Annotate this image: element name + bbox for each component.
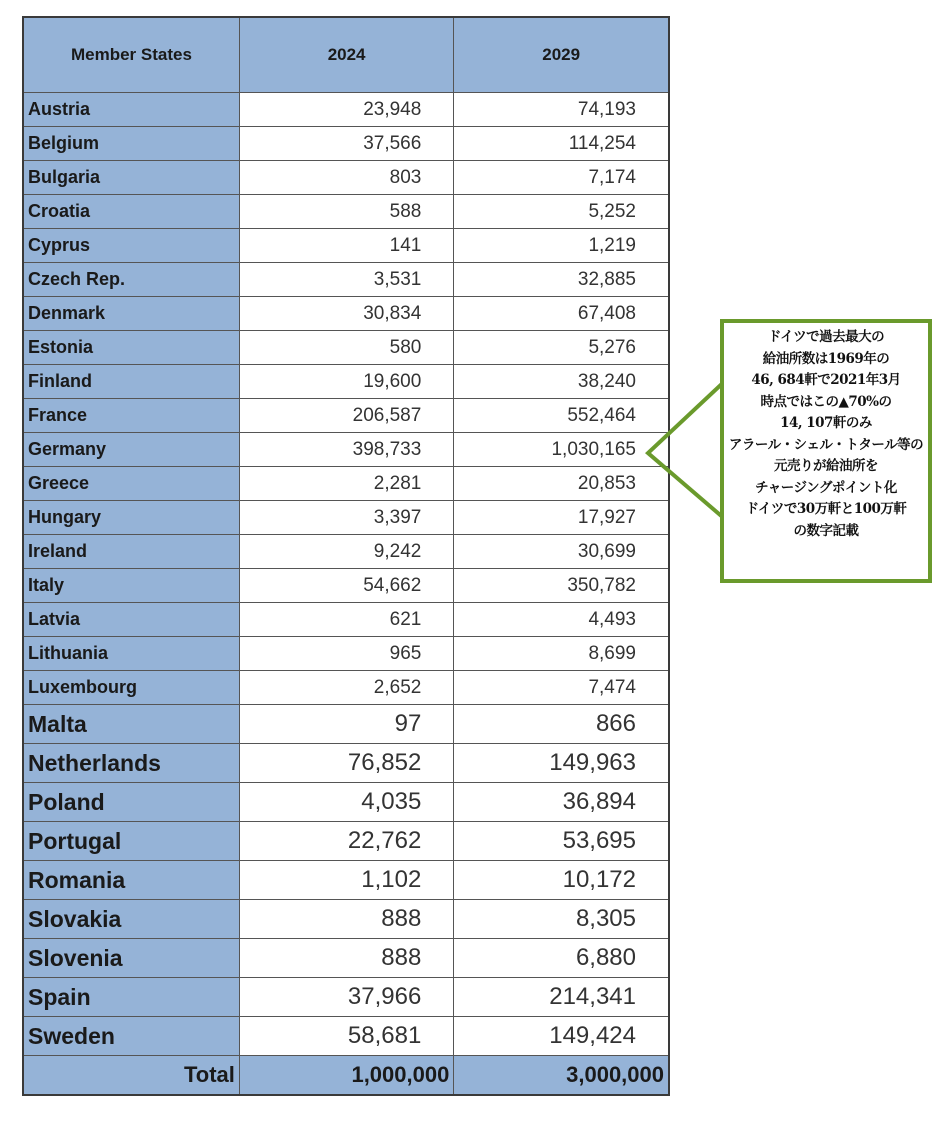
- value-2029-cell: 74,193: [454, 93, 669, 127]
- member-state-cell: Finland: [23, 365, 239, 399]
- value-2024-cell: 888: [239, 939, 453, 978]
- value-2029-cell: 32,885: [454, 263, 669, 297]
- callout-line: 元売りが給油所を: [774, 458, 878, 474]
- callout-line: チャージングポイント化: [755, 479, 897, 496]
- value-2029-cell: 149,424: [454, 1017, 669, 1056]
- member-state-cell: Ireland: [23, 535, 239, 569]
- header-member-states: Member States: [23, 17, 239, 93]
- value-2024-cell: 19,600: [239, 365, 453, 399]
- table-row: [23, 501, 669, 535]
- table-row: [23, 783, 669, 822]
- value-2029-cell: 4,493: [454, 603, 669, 637]
- value-2024-cell: 1,102: [239, 861, 453, 900]
- table-row: [23, 569, 669, 603]
- member-state-cell: Czech Rep.: [23, 263, 239, 297]
- member-state-cell: Belgium: [23, 127, 239, 161]
- member-state-cell: Estonia: [23, 331, 239, 365]
- value-2029-cell: 6,880: [454, 939, 669, 978]
- value-2024-cell: 965: [239, 637, 453, 671]
- value-2029-cell: 350,782: [454, 569, 669, 603]
- value-2024-cell: 30,834: [239, 297, 453, 331]
- member-state-cell: Lithuania: [23, 637, 239, 671]
- value-2024-cell: 621: [239, 603, 453, 637]
- value-2024-cell: 37,566: [239, 127, 453, 161]
- member-state-cell: Cyprus: [23, 229, 239, 263]
- value-2024-cell: 37,966: [239, 978, 453, 1017]
- member-state-cell: Slovenia: [23, 939, 239, 978]
- table-row: [23, 229, 669, 263]
- value-2024-cell: 141: [239, 229, 453, 263]
- value-2029-cell: 5,276: [454, 331, 669, 365]
- member-state-cell: Italy: [23, 569, 239, 603]
- value-2024-cell: 580: [239, 331, 453, 365]
- value-2024-cell: 22,762: [239, 822, 453, 861]
- table-row: [23, 744, 669, 783]
- value-2029-cell: 30,699: [454, 535, 669, 569]
- value-2024-cell: 23,948: [239, 93, 453, 127]
- callout-line: 時点ではこの▲70%の: [760, 393, 892, 410]
- table-row: [23, 93, 669, 127]
- member-state-cell: Portugal: [23, 822, 239, 861]
- annotation-callout: [720, 319, 932, 583]
- value-2029-cell: 552,464: [454, 399, 669, 433]
- value-2029-cell: 5,252: [454, 195, 669, 229]
- value-2029-cell: 7,174: [454, 161, 669, 195]
- table-row: [23, 399, 669, 433]
- total-2029: 3,000,000: [454, 1056, 669, 1096]
- header-2029: 2029: [454, 17, 669, 93]
- table-row: [23, 1017, 669, 1056]
- value-2024-cell: 9,242: [239, 535, 453, 569]
- table-row: [23, 297, 669, 331]
- table-row: [23, 127, 669, 161]
- table-row: [23, 978, 669, 1017]
- value-2024-cell: 58,681: [239, 1017, 453, 1056]
- table-row: [23, 535, 669, 569]
- value-2024-cell: 2,652: [239, 671, 453, 705]
- member-state-cell: Austria: [23, 93, 239, 127]
- member-state-cell: Greece: [23, 467, 239, 501]
- callout-line: ドイツで30万軒と100万軒: [745, 501, 907, 517]
- value-2024-cell: 588: [239, 195, 453, 229]
- table-row: [23, 861, 669, 900]
- value-2024-cell: 3,397: [239, 501, 453, 535]
- callout-line: 46, 684軒で2021年3月: [751, 372, 901, 388]
- table-body: [23, 93, 669, 1096]
- callout-line: の数字記載: [793, 522, 859, 539]
- value-2029-cell: 17,927: [454, 501, 669, 535]
- value-2029-cell: 10,172: [454, 861, 669, 900]
- member-state-cell: Croatia: [23, 195, 239, 229]
- value-2029-cell: 114,254: [454, 127, 669, 161]
- total-label: Total: [23, 1056, 239, 1096]
- total-row: [23, 1056, 669, 1096]
- member-state-cell: Spain: [23, 978, 239, 1017]
- table-row: [23, 822, 669, 861]
- member-state-cell: Sweden: [23, 1017, 239, 1056]
- member-state-cell: Bulgaria: [23, 161, 239, 195]
- value-2024-cell: 97: [239, 705, 453, 744]
- table-row: [23, 637, 669, 671]
- table-row: [23, 331, 669, 365]
- value-2029-cell: 38,240: [454, 365, 669, 399]
- table-row: [23, 939, 669, 978]
- value-2029-cell: 53,695: [454, 822, 669, 861]
- header-row: [23, 17, 669, 93]
- member-state-cell: Netherlands: [23, 744, 239, 783]
- value-2024-cell: 4,035: [239, 783, 453, 822]
- value-2029-cell: 36,894: [454, 783, 669, 822]
- value-2024-cell: 54,662: [239, 569, 453, 603]
- value-2029-cell: 866: [454, 705, 669, 744]
- callout-line: アラール・シェル・トタール等の: [728, 436, 924, 453]
- member-state-cell: Denmark: [23, 297, 239, 331]
- value-2029-cell: 1,030,165: [454, 433, 669, 467]
- member-state-cell: France: [23, 399, 239, 433]
- member-state-cell: Poland: [23, 783, 239, 822]
- value-2029-cell: 8,699: [454, 637, 669, 671]
- callout-line: 給油所数は1969年の: [762, 350, 890, 367]
- callout-line: 14, 107軒のみ: [780, 415, 872, 431]
- value-2029-cell: 7,474: [454, 671, 669, 705]
- value-2024-cell: 76,852: [239, 744, 453, 783]
- value-2029-cell: 8,305: [454, 900, 669, 939]
- table-row: [23, 263, 669, 297]
- value-2024-cell: 398,733: [239, 433, 453, 467]
- value-2029-cell: 67,408: [454, 297, 669, 331]
- value-2024-cell: 803: [239, 161, 453, 195]
- value-2029-cell: 20,853: [454, 467, 669, 501]
- table-row: [23, 433, 669, 467]
- table-row: [23, 467, 669, 501]
- value-2029-cell: 1,219: [454, 229, 669, 263]
- table-row: [23, 195, 669, 229]
- table-row: [23, 365, 669, 399]
- member-state-cell: Hungary: [23, 501, 239, 535]
- charging-points-table: [22, 16, 670, 1096]
- member-state-cell: Germany: [23, 433, 239, 467]
- value-2024-cell: 3,531: [239, 263, 453, 297]
- member-state-cell: Latvia: [23, 603, 239, 637]
- table-row: [23, 603, 669, 637]
- callout-line: ドイツで過去最大の: [767, 329, 885, 345]
- header-2024: 2024: [239, 17, 453, 93]
- total-2024: 1,000,000: [239, 1056, 453, 1096]
- callout-pointer: [640, 380, 730, 530]
- table-row: [23, 161, 669, 195]
- value-2024-cell: 888: [239, 900, 453, 939]
- value-2029-cell: 149,963: [454, 744, 669, 783]
- value-2024-cell: 206,587: [239, 399, 453, 433]
- table-row: [23, 900, 669, 939]
- value-2024-cell: 2,281: [239, 467, 453, 501]
- member-state-cell: Slovakia: [23, 900, 239, 939]
- member-state-cell: Romania: [23, 861, 239, 900]
- table-row: [23, 671, 669, 705]
- member-state-cell: Luxembourg: [23, 671, 239, 705]
- value-2029-cell: 214,341: [454, 978, 669, 1017]
- table-row: [23, 705, 669, 744]
- member-state-cell: Malta: [23, 705, 239, 744]
